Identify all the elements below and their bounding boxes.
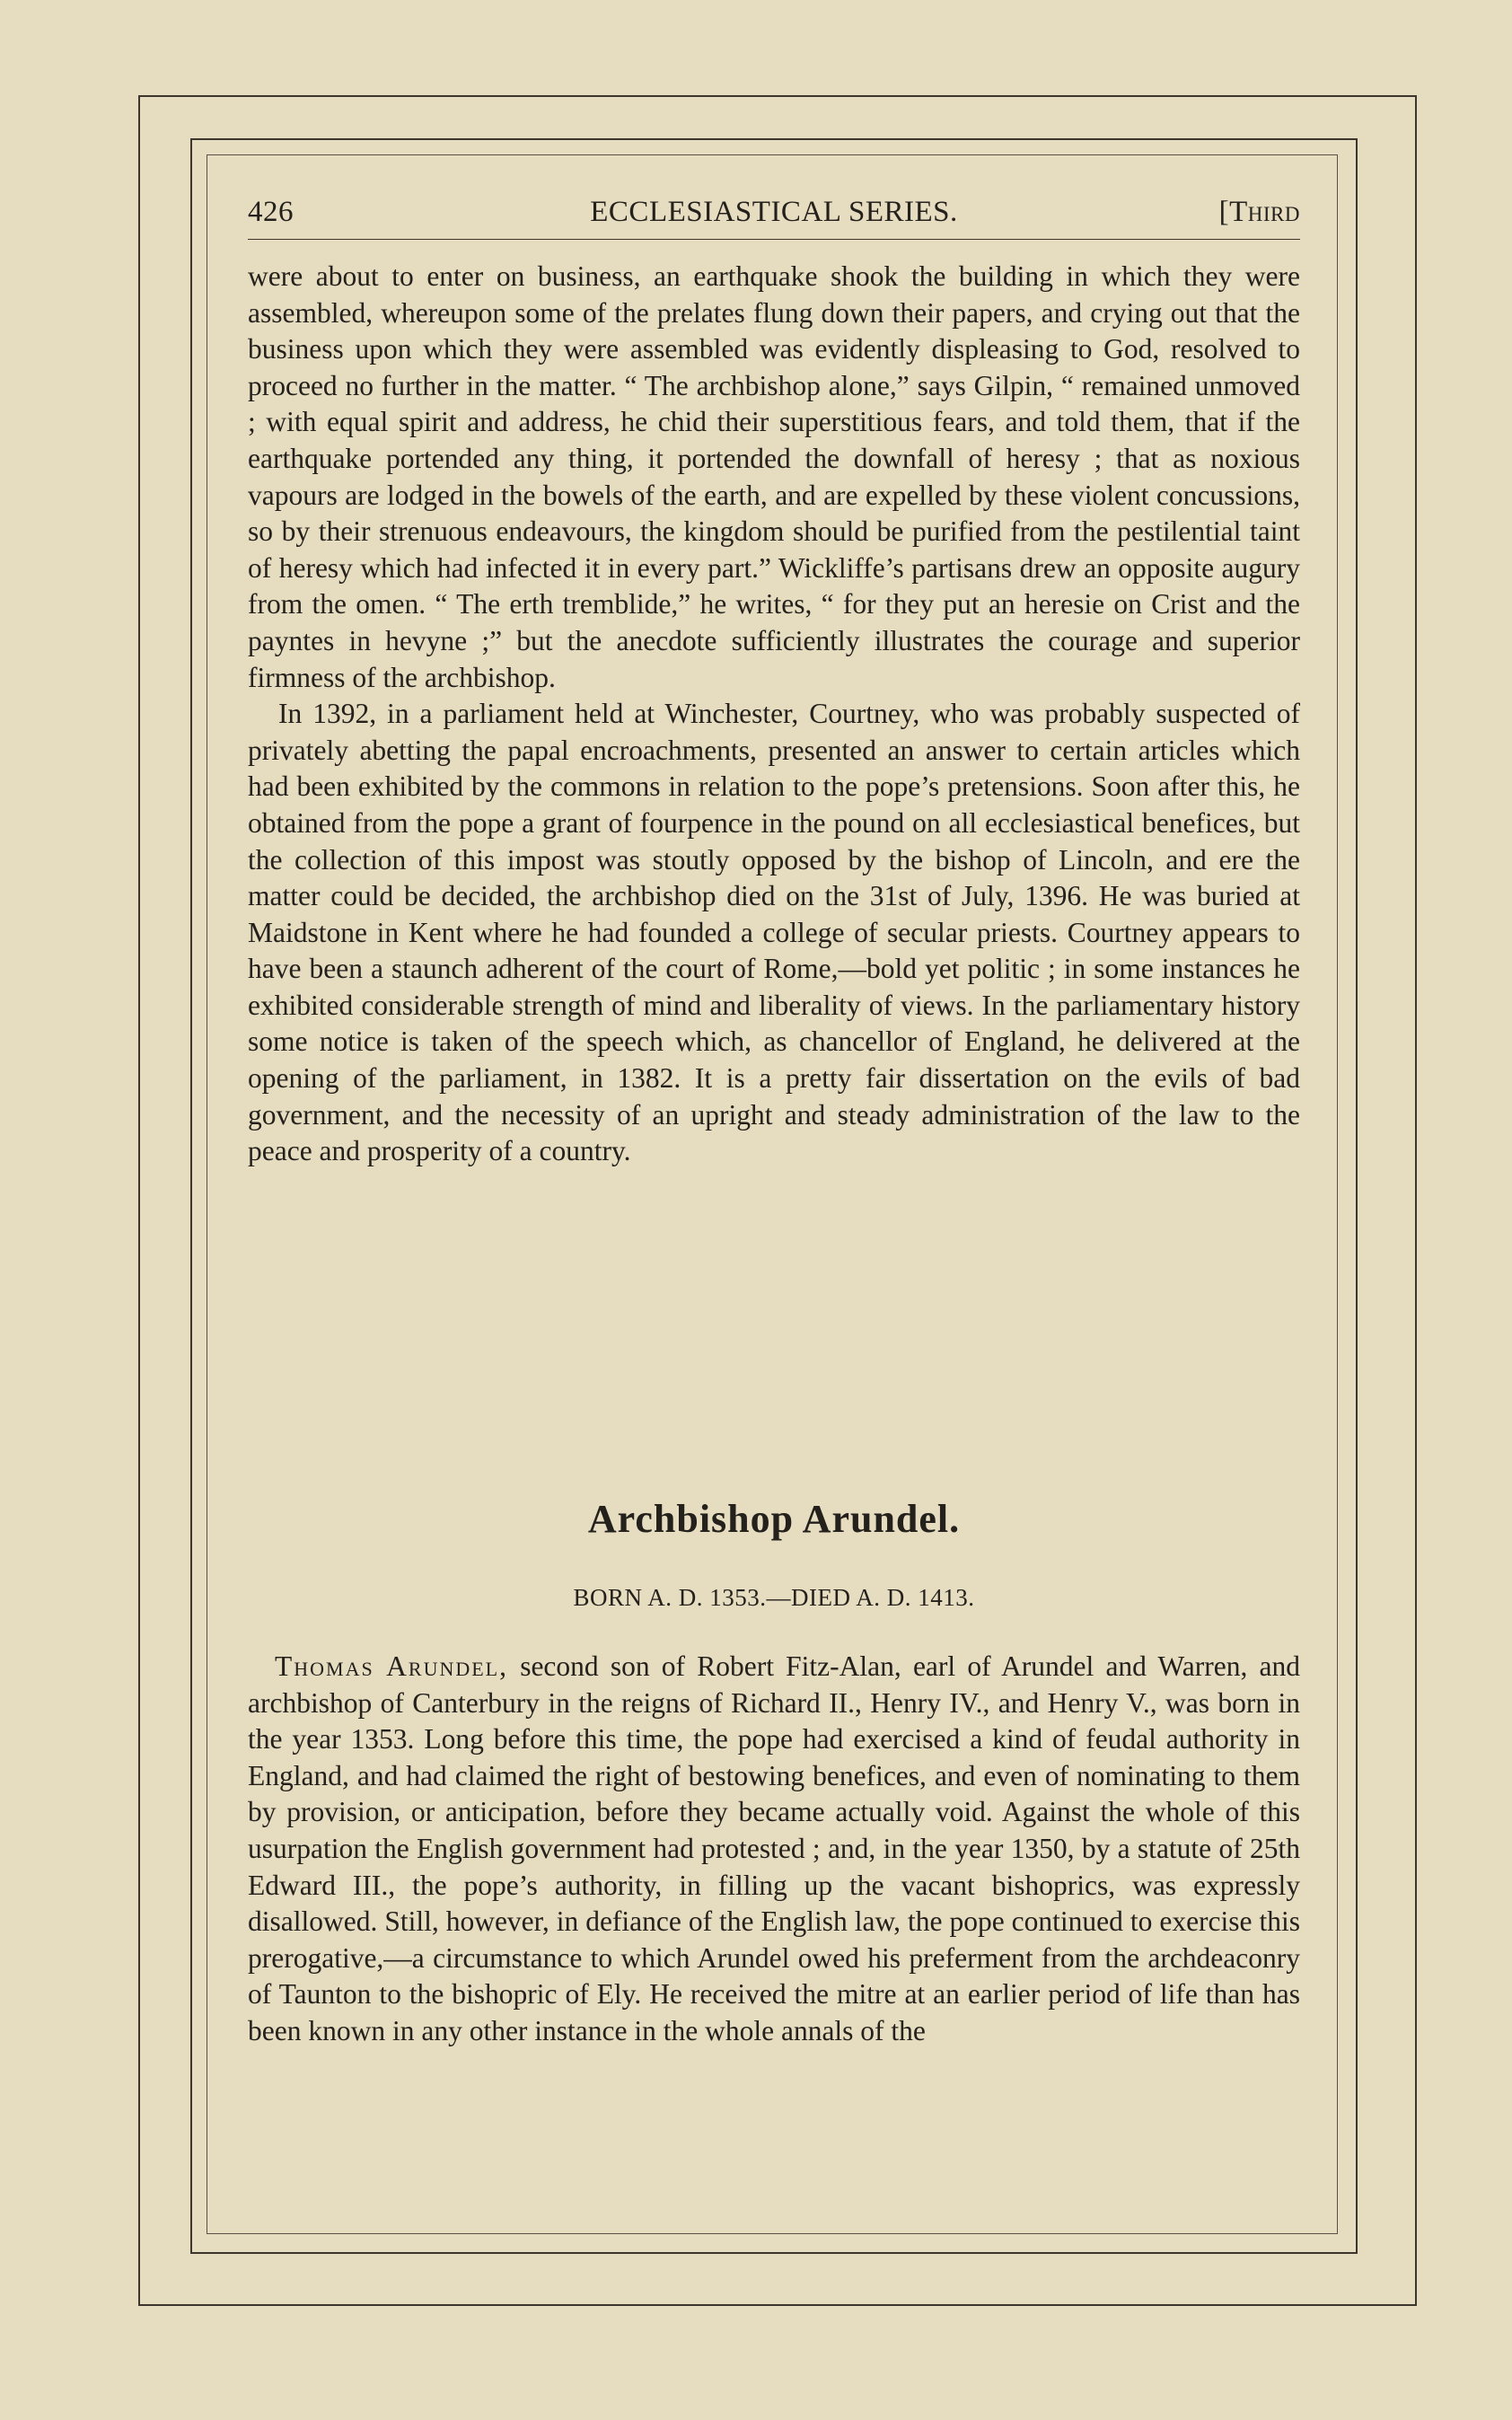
section-arundel-text — [248, 1649, 1300, 2050]
running-title: ECCLESIASTICAL SERIES. — [590, 196, 958, 228]
paragraph-body: second son of Robert Fitz-Alan, earl of Arundel and Warren, and archbishop of Canterbury in the reigns of Richard II., Henry IV., and Henry V., was born in the year 1353. Long before this time, the pope had exercised a kind of feudal authority in England, and had claimed the right of bestowing benefices, and even of nominating to them by provision, or anticipation, before they became actually void. Against the whole of this usurpation the English government had protested ; and, in the year 1350, by a statute of 25th Edward III., the pope’s authority, in filling up the vacant bishoprics, was expressly disallowed. Still, however, in defiance of the English law, the pope continued to exercise this prerogative,—a circumstance to which Arundel owed his preferment from the archdeaconry of Taunton to the bishopric of Ely. He received the mitre at an earlier period of life than has been known in any other instance in the whole annals of the — [248, 1650, 1300, 2046]
paragraph: In 1392, in a parliament held at Winchester, Courtney, who was probably suspected of privately abetting the papal encroachments, presented an answer to certain articles which had been exhibited by the commons in relation to the pope’s pretensions. Soon after this, he obtained from the pope a grant of fourpence in the pound on all ecclesiastical benefices, but the collection of this impost was stoutly opposed by the bishop of Lincoln, and ere the matter could be decided, the archbishop died on the 31st of July, 1396. He was buried at Maidstone in Kent where he had founded a college of secular priests. Courtney appears to have been a staunch adherent of the court of Rome,—bold yet politic ; in some instances he exhibited considerable strength of mind and liberality of views. In the parliamentary history some notice is taken of the speech which, as chancellor of England, he delivered at the opening of the parliament, in 1382. It is a pretty fair dissertation on the evils of bad government, and the necessity of an upright and steady administration of the law to the peace and prosperity of a country. — [248, 698, 1300, 1167]
header-rule — [248, 239, 1300, 240]
section-heading: Archbishop Arundel. — [587, 1497, 961, 1541]
lead-name: Thomas Arundel, — [275, 1650, 508, 1682]
running-header — [248, 189, 1300, 237]
page-number: 426 — [248, 196, 294, 228]
paragraph: were about to enter on business, an earthquake shook the building in which they were assembled, whereupon some of the prelates flung down their papers, and crying out that the business upon which they were assembled was evidently displeasing to God, resolved to proceed no further in the matter. “ The archbishop alone,” says Gilpin, “ remained unmoved ; with equal spirit and address, he chid their superstitious fears, and told them, that if the earthquake portended any thing, it portended the downfall of heresy ; that as noxious vapours are lodged in the bowels of the earth, and are expelled by these violent concussions, so by their strenuous endeavours, the kingdom should be purified from the pestilential taint of heresy which had infected it in every part.” Wickliffe’s partisans drew an opposite augury from the omen. “ The erth tremblide,” he writes, “ for they put an heresie on Crist and the payntes in hevyne ;” but the anecdote sufficiently illustrates the courage and superior firmness of the archbishop. — [248, 260, 1300, 693]
section-courtney-text — [248, 259, 1300, 1170]
paragraph — [248, 1649, 1300, 2050]
section-dates: BORN A. D. 1353.—DIED A. D. 1413. — [573, 1584, 975, 1611]
running-section-label: [Third — [1218, 196, 1300, 228]
